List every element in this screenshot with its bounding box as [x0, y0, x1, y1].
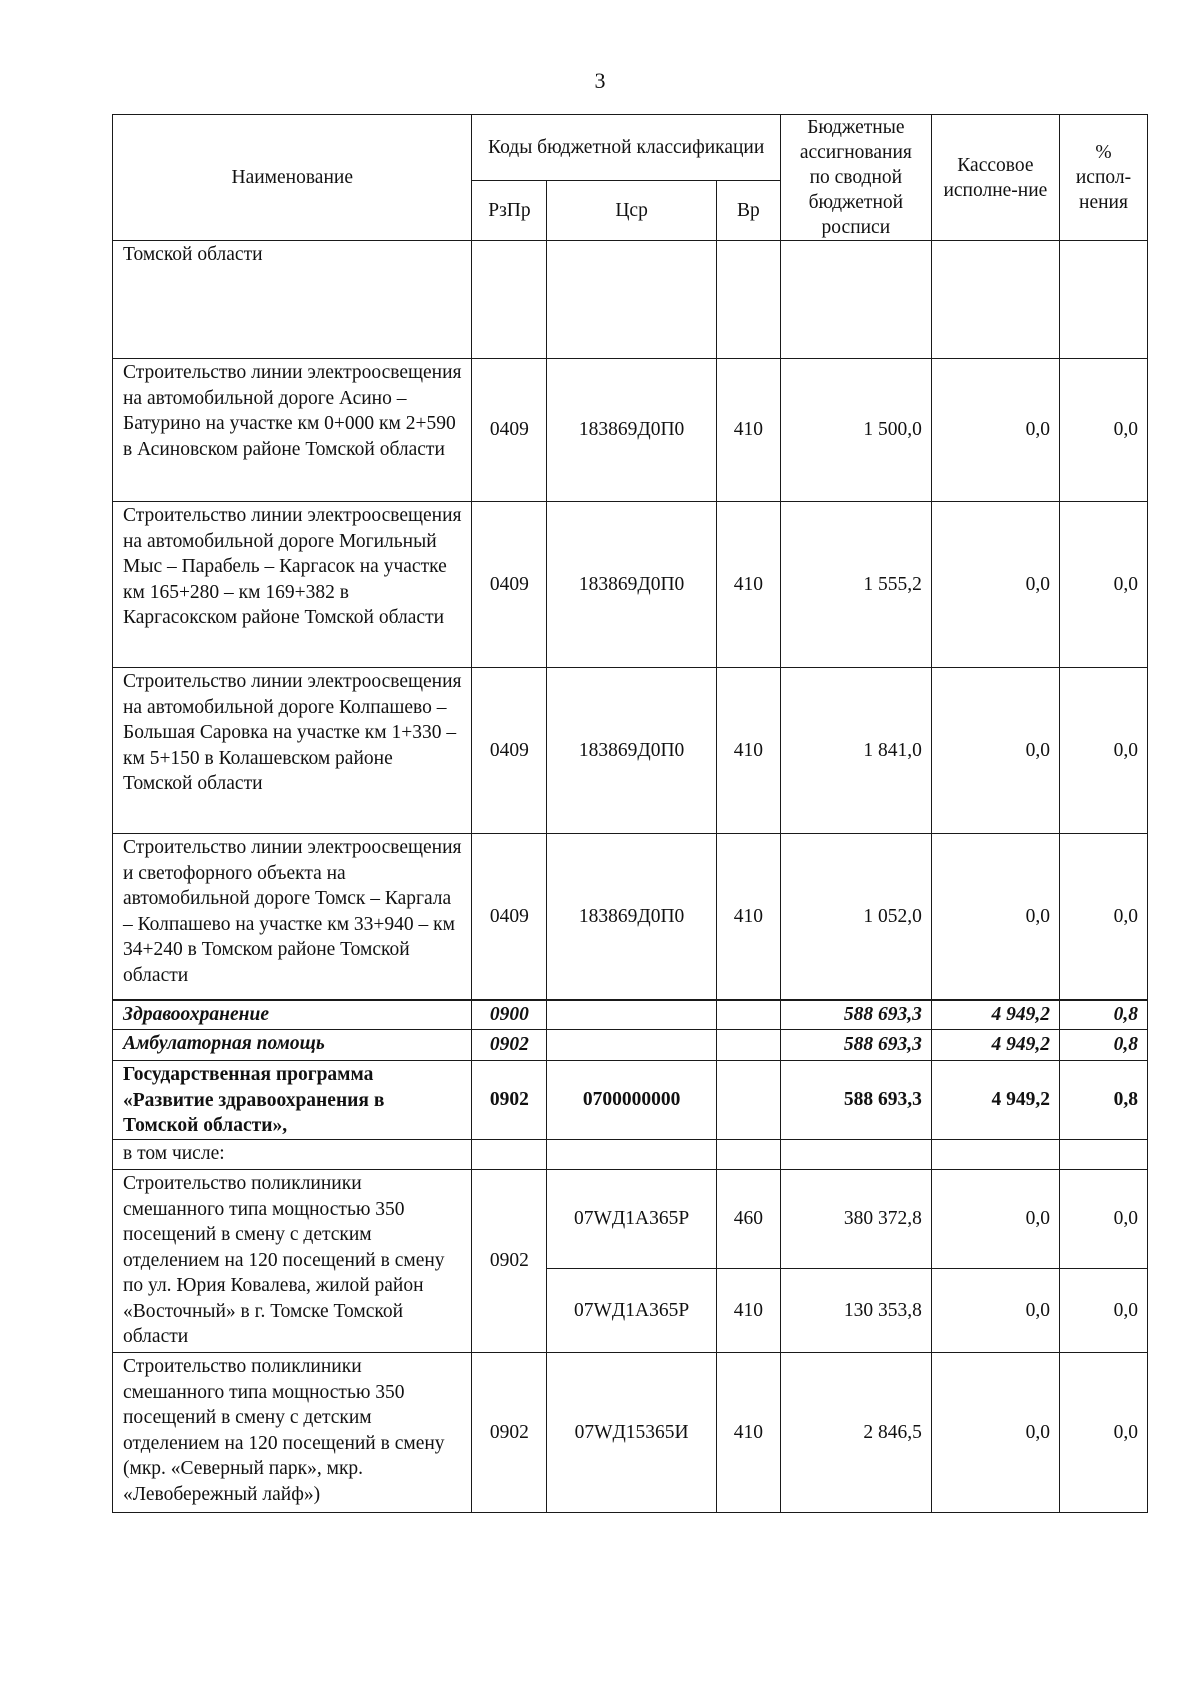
row-percent: 0,0: [1059, 359, 1147, 502]
row-assignment: [780, 241, 931, 359]
row-cash: 0,0: [931, 502, 1059, 668]
row-cash: 0,0: [931, 834, 1059, 1000]
row-vr: [716, 241, 780, 359]
row-vr: [716, 1030, 780, 1061]
row-percent: [1059, 241, 1147, 359]
row-vr: 410: [716, 359, 780, 502]
row-name: Строительство поликлиники смешанного типа мощностью 350 посещений в смену с детским отделением на 120 посещений в смену (мкр. «Северный парк», мкр. «Левобережный лайф»): [113, 1353, 472, 1513]
row-name: Амбулаторная помощь: [113, 1030, 472, 1061]
row-assignment: 1 052,0: [780, 834, 931, 1000]
row-cash: 4 949,2: [931, 1030, 1059, 1061]
row-csr: 183869Д0П0: [547, 359, 716, 502]
row-name: Томской области: [113, 241, 472, 359]
row-csr: 07WД1А365Р: [547, 1170, 716, 1269]
row-assignment: [780, 1140, 931, 1170]
table-row: [113, 1170, 1148, 1269]
row-csr: 183869Д0П0: [547, 834, 716, 1000]
row-name: Государственная программа «Развитие здравоохранения в Томской области»,: [113, 1061, 472, 1140]
table-row: [113, 502, 1148, 668]
table-row: [113, 1353, 1148, 1513]
row-rzpr: 0409: [472, 834, 547, 1000]
row-cash: 0,0: [931, 668, 1059, 834]
row-percent: 0,0: [1059, 1353, 1147, 1513]
header-vr: Вр: [716, 180, 780, 240]
row-percent: 0,0: [1059, 1269, 1147, 1353]
row-csr: [547, 1140, 716, 1170]
row-rzpr: [472, 241, 547, 359]
row-percent: 0,0: [1059, 1170, 1147, 1269]
row-assignment: 130 353,8: [780, 1269, 931, 1353]
row-vr: 410: [716, 1353, 780, 1513]
row-vr: 410: [716, 502, 780, 668]
row-csr: 0700000000: [547, 1061, 716, 1140]
row-percent: 0,0: [1059, 502, 1147, 668]
row-vr: [716, 1000, 780, 1030]
row-name: в том числе:: [113, 1140, 472, 1170]
row-assignment: 380 372,8: [780, 1170, 931, 1269]
row-percent: 0,0: [1059, 668, 1147, 834]
row-name: Строительство линии электроосвещения на автомобильной дороге Могильный Мыс – Парабель – Каргасок на участке км 165+280 – км 169+382 в Каргасокском районе Томской области: [113, 502, 472, 668]
row-cash: 0,0: [931, 1353, 1059, 1513]
header-cash: Кассовое исполне-ние: [931, 115, 1059, 241]
row-assignment: 2 846,5: [780, 1353, 931, 1513]
row-rzpr: 0409: [472, 668, 547, 834]
row-vr: 410: [716, 668, 780, 834]
row-rzpr: 0902: [472, 1170, 547, 1353]
row-csr: 183869Д0П0: [547, 502, 716, 668]
row-csr: 183869Д0П0: [547, 668, 716, 834]
row-csr: 07WД15365И: [547, 1353, 716, 1513]
row-assignment: 588 693,3: [780, 1000, 931, 1030]
table-row: [113, 359, 1148, 502]
row-name: Строительство линии электроосвещения на автомобильной дороге Колпашево – Большая Саровка на участке км 1+330 – км 5+150 в Колашевском районе Томской области: [113, 668, 472, 834]
row-cash: 0,0: [931, 1170, 1059, 1269]
header-codes-group: Коды бюджетной классификации: [472, 115, 780, 181]
row-percent: 0,8: [1059, 1030, 1147, 1061]
row-cash: 0,0: [931, 359, 1059, 502]
row-rzpr: [472, 1140, 547, 1170]
row-cash: 0,0: [931, 1269, 1059, 1353]
row-percent: [1059, 1140, 1147, 1170]
table-row: [113, 241, 1148, 359]
row-cash: 4 949,2: [931, 1000, 1059, 1030]
row-assignment: 588 693,3: [780, 1061, 931, 1140]
row-name: Строительство поликлиники смешанного типа мощностью 350 посещений в смену с детским отделением на 120 посещений в смену по ул. Юрия Ковалева, жилой район «Восточный» в г. Томске Томской области: [113, 1170, 472, 1353]
header-percent: % испол-нения: [1059, 115, 1147, 241]
row-rzpr: 0902: [472, 1353, 547, 1513]
row-name: Здравоохранение: [113, 1000, 472, 1030]
table-row: [113, 1000, 1148, 1030]
row-vr: 410: [716, 834, 780, 1000]
row-rzpr: 0902: [472, 1061, 547, 1140]
row-vr: [716, 1061, 780, 1140]
row-vr: 460: [716, 1170, 780, 1269]
header-assignments: Бюджетные ассигнования по сводной бюджетной росписи: [780, 115, 931, 241]
row-vr: [716, 1140, 780, 1170]
table-row: [113, 1061, 1148, 1140]
row-cash: [931, 1140, 1059, 1170]
row-csr: [547, 241, 716, 359]
row-name: Строительство линии электроосвещения на автомобильной дороге Асино – Батурино на участке км 0+000 км 2+590 в Асиновском районе Томской области: [113, 359, 472, 502]
row-csr: [547, 1000, 716, 1030]
header-csr: Цср: [547, 180, 716, 240]
row-vr: 410: [716, 1269, 780, 1353]
table-row: [113, 1140, 1148, 1170]
row-percent: 0,8: [1059, 1000, 1147, 1030]
table-row: [113, 668, 1148, 834]
row-rzpr: 0409: [472, 359, 547, 502]
row-name: Строительство линии электроосвещения и светофорного объекта на автомобильной дороге Томск – Каргала – Колпашево на участке км 33+940 – км 34+240 в Томском районе Томской области: [113, 834, 472, 1000]
row-rzpr: 0902: [472, 1030, 547, 1061]
budget-table: [112, 114, 1148, 1513]
row-csr: 07WД1А365Р: [547, 1269, 716, 1353]
header-name: Наименование: [113, 115, 472, 241]
row-assignment: 1 841,0: [780, 668, 931, 834]
header-rzpr: РзПр: [472, 180, 547, 240]
row-percent: 0,0: [1059, 834, 1147, 1000]
table-row: [113, 1030, 1148, 1061]
row-cash: 4 949,2: [931, 1061, 1059, 1140]
row-assignment: 588 693,3: [780, 1030, 931, 1061]
page-number: 3: [594, 68, 606, 93]
row-percent: 0,8: [1059, 1061, 1147, 1140]
row-rzpr: 0900: [472, 1000, 547, 1030]
row-cash: [931, 241, 1059, 359]
row-assignment: 1 500,0: [780, 359, 931, 502]
row-assignment: 1 555,2: [780, 502, 931, 668]
row-rzpr: 0409: [472, 502, 547, 668]
row-csr: [547, 1030, 716, 1061]
table-row: [113, 834, 1148, 1000]
